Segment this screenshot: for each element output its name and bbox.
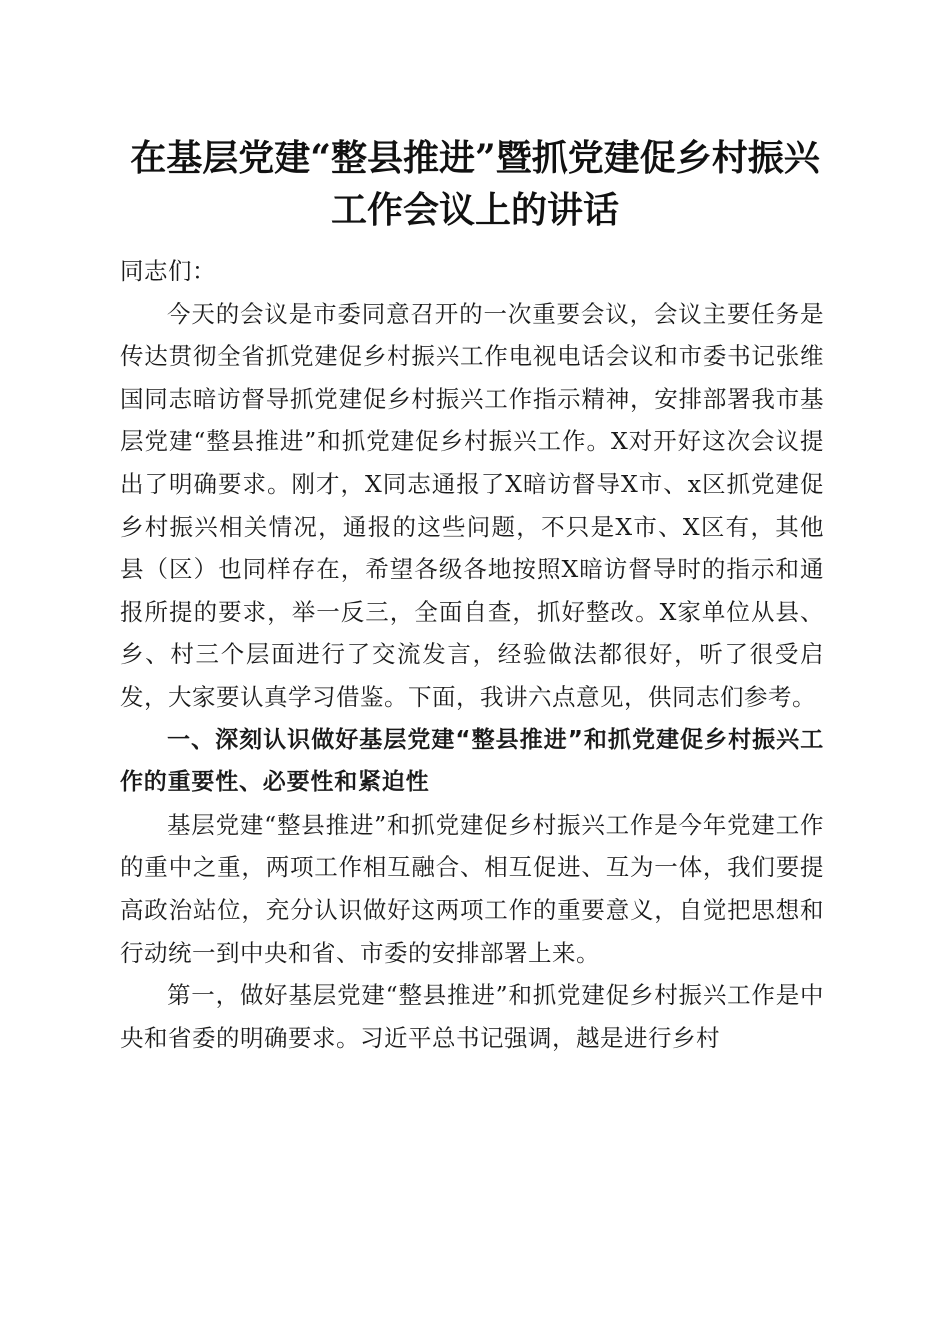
paragraph-intro: 今天的会议是市委同意召开的一次重要会议，会议主要任务是传达贯彻全省抓党建促乡村振兴工作电视电话会议和市委书记张维国同志暗访督导抓党建促乡村振兴工作指示精神，安排部署我市基层党建“整县推进”和抓党建促乡村振兴工作。X对开好这次会议提出了明确要求。刚才，X同志通报了X暗访督导X市、x区抓党建促乡村振兴相关情况，通报的这些问题，不只是X市、X区有，其他县（区）也同样存在，希望各级各地按照X暗访督导时的指示和通报所提的要求，举一反三，全面自查，抓好整改。X家单位从县、乡、村三个层面进行了交流发言，经验做法都很好，听了很受启发，大家要认真学习借鉴。下面，我讲六点意见，供同志们参考。 [120,299,824,711]
paragraph-3: 第一，做好基层党建“整县推进”和抓党建促乡村振兴工作是中央和省委的明确要求。习近平总书记强调，越是进行乡村 [120,981,824,1052]
document-body [120,250,824,1059]
document-title [100,132,850,236]
title-line-1: 在基层党建“整县推进”暨抓党建促乡村振兴 [130,137,820,179]
paragraph-2: 基层党建“整县推进”和抓党建促乡村振兴工作是今年党建工作的重中之重，两项工作相互融合、相互促进、互为一体，我们要提高政治站位，充分认识做好这两项工作的重要意义，自觉把思想和行动统一到中央和省、市委的安排部署上来。 [120,810,824,967]
title-line-2: 工作会议上的讲话 [330,189,619,231]
section-heading-1: 一、深刻认识做好基层党建“整县推进”和抓党建促乡村振兴工作的重要性、必要性和紧迫性 [120,726,824,796]
salutation: 同志们： [120,257,216,285]
